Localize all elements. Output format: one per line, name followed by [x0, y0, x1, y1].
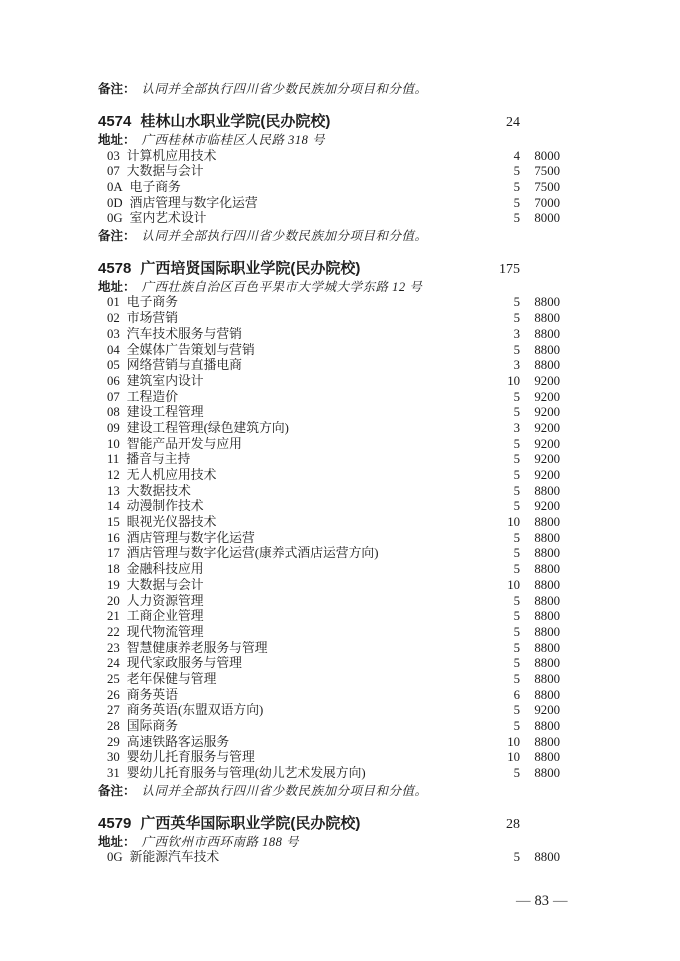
address-row: [98, 279, 560, 296]
major-row: [98, 390, 560, 406]
major-tuition-fee: 9200: [534, 420, 560, 435]
major-code: 15: [107, 515, 120, 530]
major-row: [98, 625, 560, 641]
major-tuition-fee: 7500: [534, 179, 560, 194]
major-code: 09: [107, 420, 120, 435]
major-plan-count: 5: [513, 766, 520, 781]
major-row: [98, 609, 560, 625]
major-code: 21: [107, 609, 120, 624]
top-note-row: [98, 81, 560, 97]
major-code: 23: [107, 640, 120, 655]
major-name: 大数据技术: [126, 483, 191, 498]
note-text: 认同并全部执行四川省少数民族加分项目和分值。: [141, 82, 428, 96]
major-tuition-fee: 9200: [534, 436, 560, 451]
major-code: 07: [107, 164, 120, 179]
major-plan-count: 5: [513, 211, 520, 226]
major-row: [98, 562, 560, 578]
major-tuition-fee: 8000: [534, 148, 560, 163]
major-tuition-fee: 9200: [534, 373, 560, 388]
major-name: 网络营销与直播电商: [126, 358, 242, 373]
major-plan-count: 5: [513, 405, 520, 420]
major-row: [98, 531, 560, 547]
major-name: 婴幼儿托育服务与管理(幼儿艺术发展方向): [126, 766, 366, 781]
major-name: 全媒体广告策划与营销: [126, 342, 255, 357]
major-code: 11: [107, 452, 120, 467]
major-name: 电子商务: [129, 179, 181, 194]
major-code: 03: [107, 326, 120, 341]
major-plan-count: 3: [513, 326, 520, 341]
major-row: [98, 766, 560, 782]
major-tuition-fee: 8800: [534, 734, 560, 749]
major-row: [98, 515, 560, 531]
page-content: [98, 80, 560, 866]
major-code: 0G: [107, 211, 123, 226]
address-label: 地址：: [98, 834, 136, 849]
major-code: 13: [107, 483, 120, 498]
institution-note-row: [98, 228, 560, 244]
major-plan-count: 3: [513, 420, 520, 435]
major-code: 24: [107, 656, 120, 671]
major-name: 汽车技术服务与营销: [126, 326, 242, 341]
major-tuition-fee: 8800: [534, 483, 560, 498]
institution-code: 4579: [98, 814, 132, 832]
major-tuition-fee: 8800: [534, 530, 560, 545]
major-row: [98, 149, 560, 165]
major-tuition-fee: 9200: [534, 499, 560, 514]
major-name: 大数据与会计: [126, 164, 204, 179]
major-plan-count: 5: [513, 452, 520, 467]
major-row: [98, 437, 560, 453]
major-name: 工商企业管理: [126, 609, 204, 624]
institution-total-count: 28: [506, 816, 520, 832]
major-name: 酒店管理与数字化运营: [129, 195, 258, 210]
major-plan-count: 5: [513, 389, 520, 404]
note-text: 认同并全部执行四川省少数民族加分项目和分值。: [141, 228, 428, 243]
major-row: [98, 703, 560, 719]
institution-name: 桂林山水职业学院(民办院校): [140, 113, 331, 130]
major-plan-count: 5: [513, 179, 520, 194]
major-row: [98, 672, 560, 688]
major-code: 27: [107, 703, 120, 718]
major-tuition-fee: 9200: [534, 405, 560, 420]
major-name: 无人机应用技术: [126, 468, 217, 482]
major-tuition-fee: 8800: [534, 687, 560, 702]
major-plan-count: 5: [513, 671, 520, 686]
major-name: 建筑室内设计: [126, 373, 204, 388]
major-plan-count: 5: [513, 850, 520, 865]
institution-section: [98, 259, 560, 799]
major-row: [98, 499, 560, 515]
major-row: [98, 358, 560, 374]
major-tuition-fee: 8800: [534, 295, 560, 310]
address-row: [98, 132, 560, 149]
major-plan-count: 5: [513, 703, 520, 718]
footer-dash-left: —: [516, 893, 531, 909]
major-row: [98, 311, 560, 327]
major-tuition-fee: 8800: [534, 766, 560, 781]
major-plan-count: 5: [513, 609, 520, 624]
major-name: 眼视光仪器技术: [126, 515, 217, 530]
major-plan-count: 5: [513, 640, 520, 655]
major-plan-count: 5: [513, 295, 520, 310]
major-plan-count: 5: [513, 546, 520, 561]
major-tuition-fee: 8800: [534, 624, 560, 639]
major-tuition-fee: 8800: [534, 562, 560, 577]
major-tuition-fee: 8800: [534, 326, 560, 341]
major-tuition-fee: 8800: [534, 609, 560, 624]
major-code: 01: [107, 295, 120, 310]
major-name: 人力资源管理: [126, 593, 204, 608]
major-tuition-fee: 8800: [534, 640, 560, 655]
major-code: 06: [107, 373, 120, 388]
institution-section: [98, 112, 560, 244]
major-plan-count: 5: [513, 530, 520, 545]
major-plan-count: 5: [513, 483, 520, 498]
major-code: 26: [107, 687, 120, 702]
major-code: 17: [107, 546, 120, 561]
note-label: 备注：: [98, 82, 136, 96]
major-name: 婴幼儿托育服务与管理: [126, 750, 255, 765]
major-tuition-fee: 8800: [534, 311, 560, 326]
major-tuition-fee: 8800: [534, 358, 560, 373]
major-plan-count: 10: [507, 515, 520, 530]
institution-total-count: 24: [506, 115, 520, 130]
major-plan-count: 3: [513, 358, 520, 373]
address-text: 广西桂林市临桂区人民路 318 号: [141, 133, 326, 147]
note-text: 认同并全部执行四川省少数民族加分项目和分值。: [141, 783, 428, 798]
major-code: 0A: [107, 179, 123, 194]
major-row: [98, 656, 560, 672]
major-row: [98, 735, 560, 751]
major-tuition-fee: 8800: [534, 546, 560, 561]
institution-header: [98, 814, 560, 834]
major-code: 10: [107, 436, 120, 451]
major-plan-count: 10: [507, 373, 520, 388]
major-tuition-fee: 7500: [534, 164, 560, 179]
major-plan-count: 6: [513, 687, 520, 702]
institutions-list: [98, 112, 560, 866]
major-plan-count: 5: [513, 499, 520, 514]
major-code: 22: [107, 624, 120, 639]
major-tuition-fee: 8800: [534, 719, 560, 733]
major-plan-count: 5: [513, 311, 520, 326]
major-name: 智慧健康养老服务与管理: [126, 640, 268, 655]
major-plan-count: 10: [507, 734, 520, 749]
major-name: 新能源汽车技术: [129, 850, 220, 865]
major-row: [98, 546, 560, 562]
major-plan-count: 10: [507, 577, 520, 592]
major-plan-count: 5: [513, 656, 520, 671]
major-plan-count: 5: [513, 719, 520, 733]
major-code: 28: [107, 719, 120, 733]
major-code: 08: [107, 405, 120, 420]
note-label: 备注：: [98, 228, 136, 243]
major-code: 18: [107, 562, 120, 577]
major-tuition-fee: 8000: [534, 211, 560, 226]
major-row: [98, 850, 560, 866]
major-plan-count: 5: [513, 562, 520, 577]
major-name: 商务英语: [126, 687, 178, 702]
major-code: 03: [107, 148, 120, 163]
major-code: 25: [107, 671, 120, 686]
address-row: [98, 834, 560, 851]
major-plan-count: 4: [513, 148, 520, 163]
major-name: 金融科技应用: [126, 562, 204, 577]
institution-code: 4578: [98, 259, 132, 277]
major-code: 29: [107, 734, 120, 749]
major-tuition-fee: 9200: [534, 452, 560, 467]
major-code: 31: [107, 766, 120, 781]
major-row: [98, 719, 560, 735]
major-name: 建设工程管理: [126, 405, 204, 420]
footer-dash-right: —: [553, 893, 568, 909]
major-name: 商务英语(东盟双语方向): [126, 703, 264, 718]
institution-total-count: 175: [499, 261, 520, 277]
major-code: 30: [107, 750, 120, 765]
major-row: [98, 405, 560, 421]
major-tuition-fee: 8800: [534, 342, 560, 357]
major-name: 市场营销: [126, 311, 178, 326]
majors-list: [98, 149, 560, 227]
major-name: 酒店管理与数字化运营: [126, 530, 255, 545]
major-plan-count: 5: [513, 195, 520, 210]
major-name: 老年保健与管理: [126, 671, 217, 686]
major-tuition-fee: 8800: [534, 577, 560, 592]
major-tuition-fee: 8800: [534, 750, 560, 765]
page-number: 83: [534, 893, 549, 909]
major-row: [98, 578, 560, 594]
major-tuition-fee: 8800: [534, 671, 560, 686]
major-name: 室内艺术设计: [129, 211, 207, 226]
majors-list: [98, 295, 560, 781]
major-name: 动漫制作技术: [126, 499, 204, 514]
major-row: [98, 594, 560, 610]
major-code: 14: [107, 499, 120, 514]
major-code: 02: [107, 311, 120, 326]
major-plan-count: 5: [513, 436, 520, 451]
major-code: 0G: [107, 850, 123, 865]
major-plan-count: 5: [513, 593, 520, 608]
major-row: [98, 196, 560, 212]
institution-name: 广西培贤国际职业学院(民办院校): [140, 259, 361, 277]
major-name: 国际商务: [126, 719, 178, 733]
major-tuition-fee: 7000: [534, 195, 560, 210]
major-name: 建设工程管理(绿色建筑方向): [126, 420, 289, 435]
major-row: [98, 750, 560, 766]
major-tuition-fee: 9200: [534, 468, 560, 482]
major-tuition-fee: 9200: [534, 389, 560, 404]
major-name: 播音与主持: [126, 452, 191, 467]
major-row: [98, 421, 560, 437]
major-plan-count: 5: [513, 468, 520, 482]
major-name: 现代家政服务与管理: [126, 656, 242, 671]
page-footer: [512, 893, 572, 910]
address-label: 地址：: [98, 133, 136, 147]
major-code: 0D: [107, 195, 123, 210]
institution-name: 广西英华国际职业学院(民办院校): [140, 814, 361, 832]
major-plan-count: 10: [507, 750, 520, 765]
major-plan-count: 5: [513, 164, 520, 179]
note-label: 备注：: [98, 783, 136, 798]
institution-section: [98, 814, 560, 866]
major-row: [98, 468, 560, 484]
major-name: 高速铁路客运服务: [126, 734, 230, 749]
major-plan-count: 5: [513, 624, 520, 639]
major-row: [98, 343, 560, 359]
majors-list: [98, 850, 560, 866]
major-name: 工程造价: [126, 389, 178, 404]
major-row: [98, 211, 560, 227]
major-plan-count: 5: [513, 342, 520, 357]
major-tuition-fee: 9200: [534, 703, 560, 718]
major-code: 05: [107, 358, 120, 373]
institution-code: 4574: [98, 113, 132, 130]
major-code: 19: [107, 577, 120, 592]
major-code: 12: [107, 468, 120, 482]
major-code: 07: [107, 389, 120, 404]
institution-header: [98, 112, 560, 132]
major-name: 计算机应用技术: [126, 148, 217, 163]
major-row: [98, 452, 560, 468]
institution-header: [98, 259, 560, 279]
major-row: [98, 180, 560, 196]
major-row: [98, 688, 560, 704]
major-tuition-fee: 8800: [534, 850, 560, 865]
major-tuition-fee: 8800: [534, 515, 560, 530]
major-name: 电子商务: [126, 295, 178, 310]
major-row: [98, 327, 560, 343]
major-name: 现代物流管理: [126, 624, 204, 639]
address-label: 地址：: [98, 279, 136, 294]
major-row: [98, 641, 560, 657]
major-tuition-fee: 8800: [534, 593, 560, 608]
major-row: [98, 374, 560, 390]
major-row: [98, 484, 560, 500]
major-name: 酒店管理与数字化运营(康养式酒店运营方向): [126, 546, 379, 561]
major-code: 16: [107, 530, 120, 545]
major-name: 大数据与会计: [126, 577, 204, 592]
major-row: [98, 295, 560, 311]
major-row: [98, 164, 560, 180]
major-tuition-fee: 8800: [534, 656, 560, 671]
major-code: 20: [107, 593, 120, 608]
address-text: 广西壮族自治区百色平果市大学城大学东路 12 号: [141, 279, 423, 294]
institution-note-row: [98, 783, 560, 799]
major-name: 智能产品开发与应用: [126, 436, 242, 451]
major-code: 04: [107, 342, 120, 357]
address-text: 广西钦州市西环南路 188 号: [141, 834, 300, 849]
